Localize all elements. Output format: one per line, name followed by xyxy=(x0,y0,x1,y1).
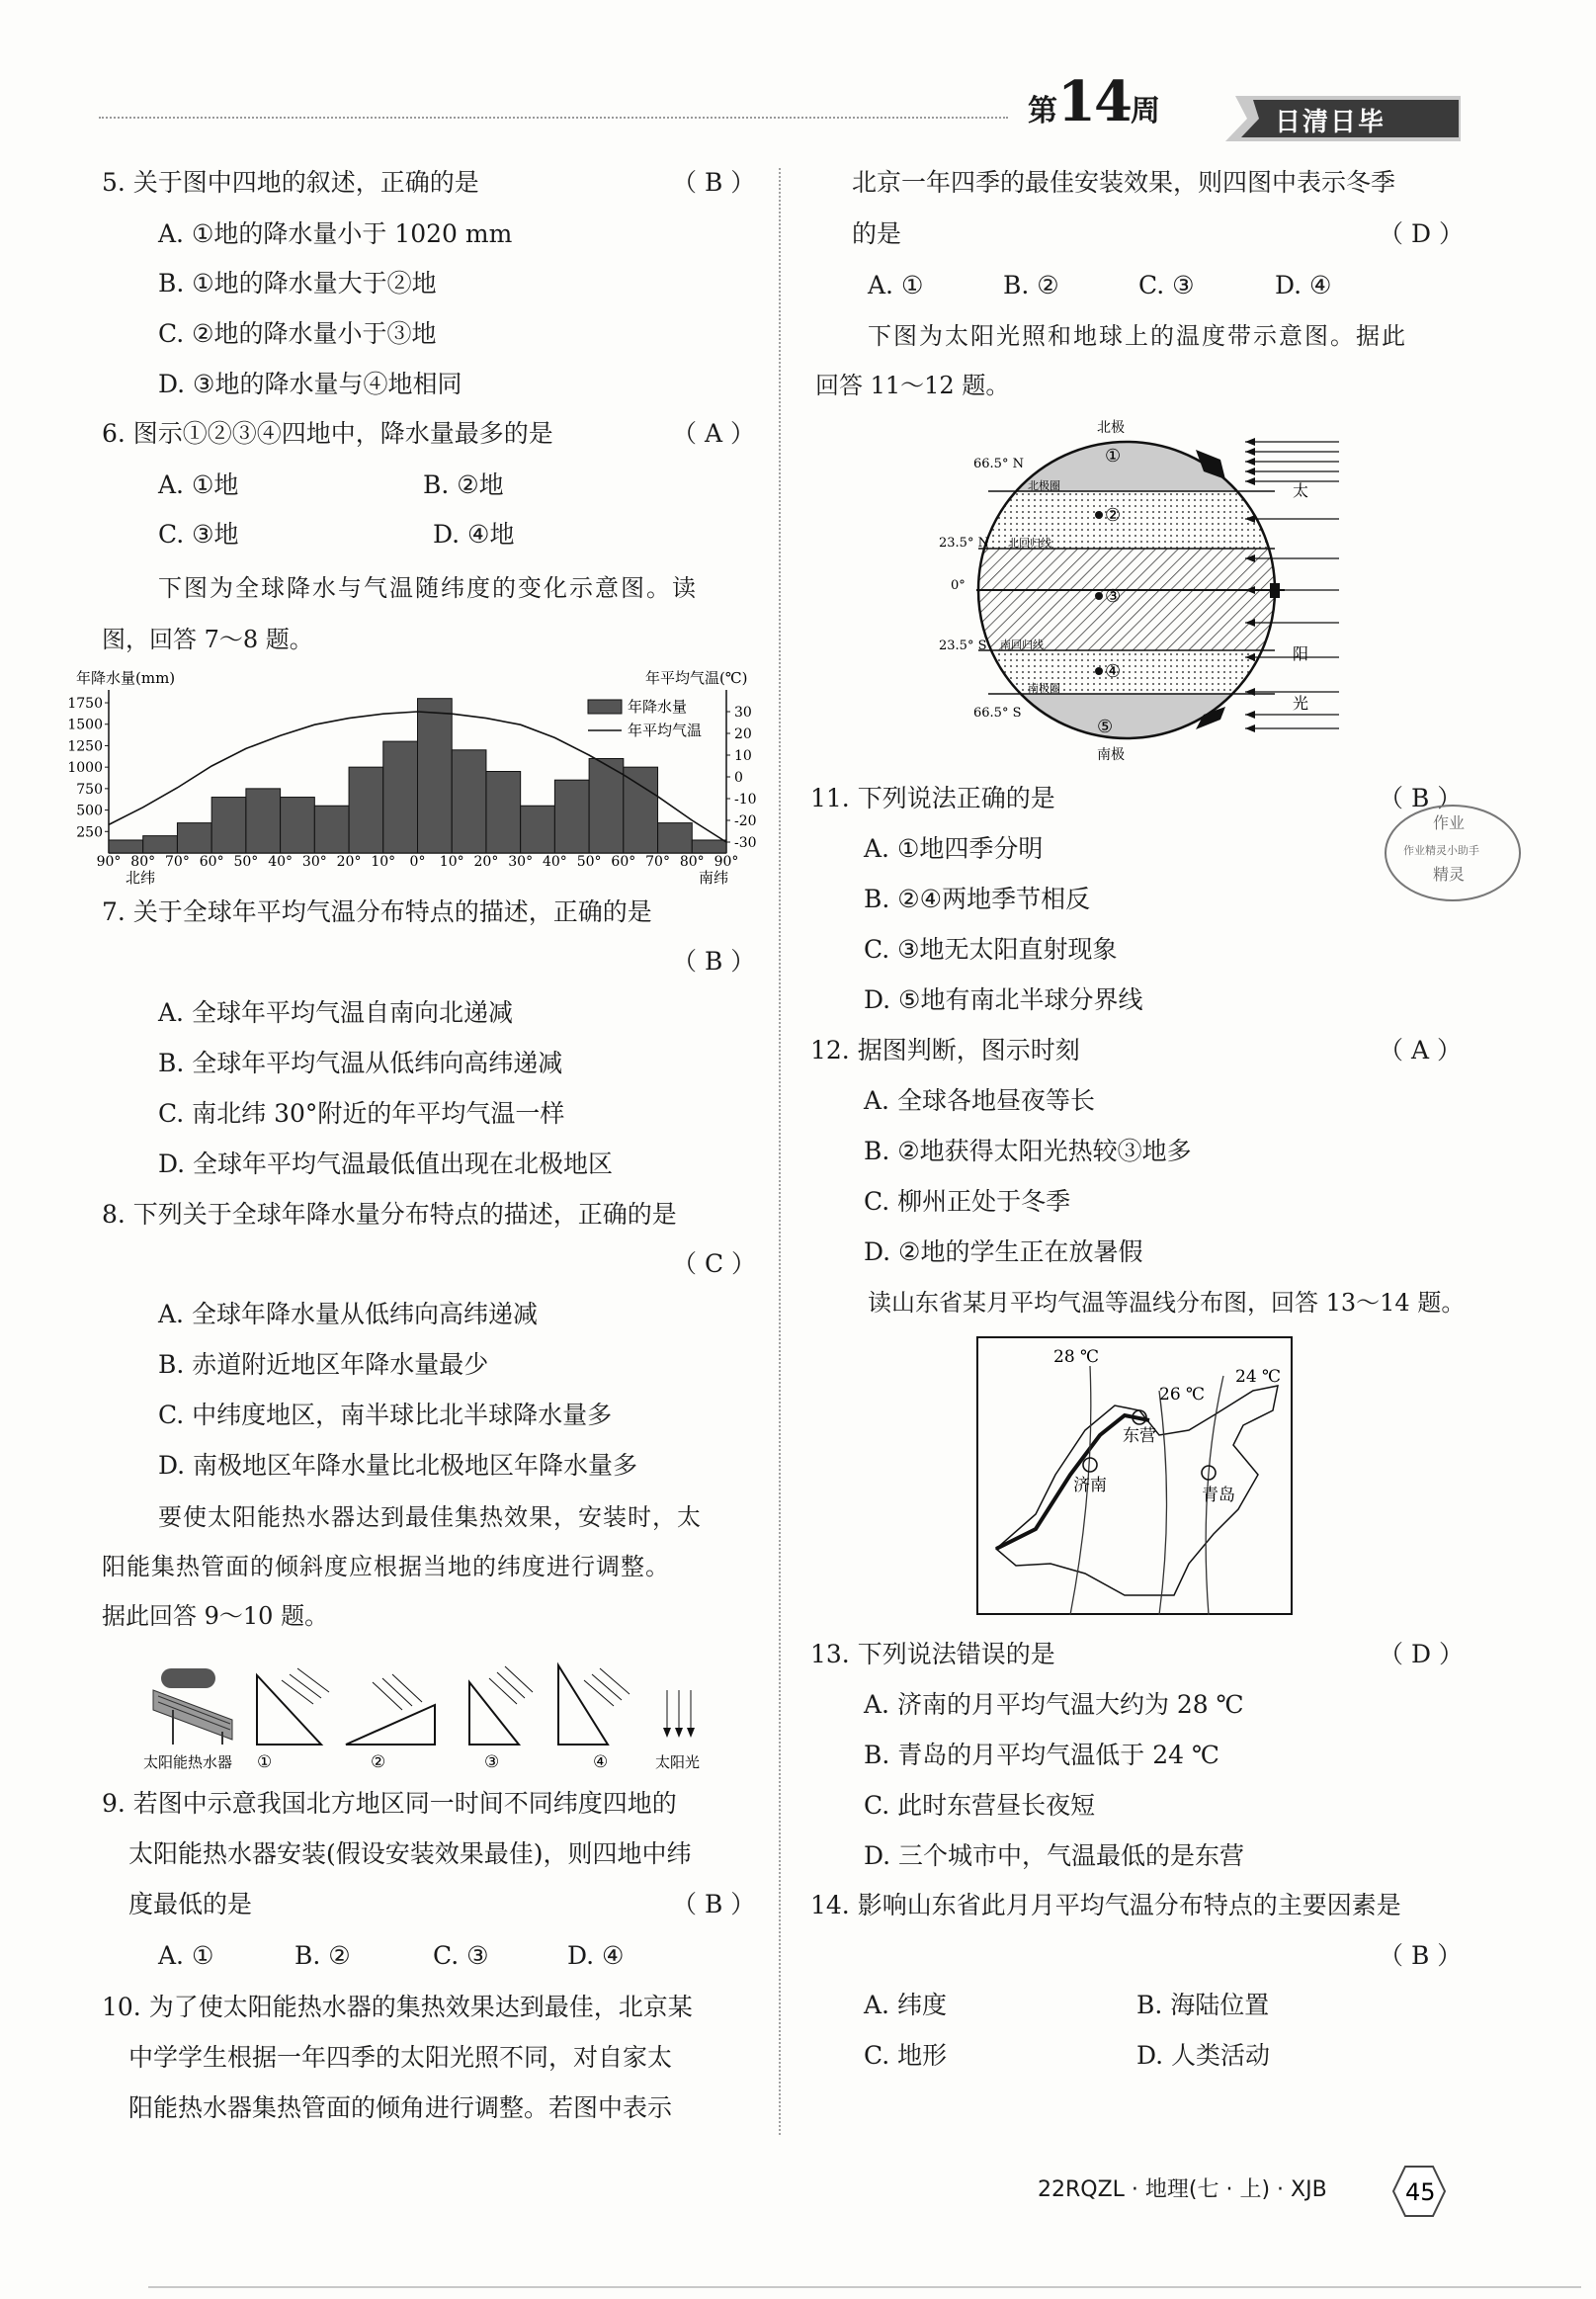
panel-4-label: ④ xyxy=(593,1752,609,1772)
q9-answer: （ B ） xyxy=(672,1890,756,1918)
q10-line2: 中学学生根据一年四季的太阳光照不同，对自家太 xyxy=(128,2043,673,2072)
label-eq: 0° xyxy=(951,578,966,593)
x-tick-label: 50° xyxy=(576,854,602,870)
x-tick-label: 40° xyxy=(542,854,567,870)
q10-option-a: A. ① xyxy=(868,271,924,299)
sun-ray-arrowhead xyxy=(1245,468,1255,475)
q10-option-c: C. ③ xyxy=(1138,271,1195,299)
q14-option-a: A. 纬度 xyxy=(864,1991,947,2019)
q6-answer: （ A ） xyxy=(672,419,755,448)
banner xyxy=(1225,96,1461,141)
x-tick-label: 10° xyxy=(439,854,464,870)
label-sun2: 阳 xyxy=(1293,644,1309,663)
week-number: 14 xyxy=(1057,69,1131,134)
precip-bar xyxy=(658,823,693,853)
q14-answer: （ B ） xyxy=(1379,1941,1463,1970)
intro-9-10-line2: 阳能集热管面的倾斜度应根据当地的纬度进行调整。 xyxy=(102,1553,670,1580)
sun-ray-arrowhead xyxy=(1245,477,1255,485)
label-26c: 26 ℃ xyxy=(1159,1385,1206,1405)
sun-ray-arrowhead xyxy=(1245,458,1255,466)
x-tick-label: 90° xyxy=(96,854,122,870)
y2-tick-label: 10 xyxy=(734,748,752,764)
precip-bar xyxy=(589,758,624,853)
y2-tick-label: 20 xyxy=(734,726,752,742)
label-66s: 66.5° S xyxy=(973,706,1022,721)
q5-option-c: C. ②地的降水量小于③地 xyxy=(158,319,437,348)
q6-option-d: D. ④地 xyxy=(433,520,515,549)
q7-option-c: C. 南北纬 30°附近的年平均气温一样 xyxy=(158,1099,565,1128)
bottom-rule xyxy=(148,2286,1581,2288)
x-tick-label: 70° xyxy=(645,854,670,870)
q10-cont-line2: 的是 xyxy=(852,219,902,248)
footer-text: 22RQZL · 地理(七 · 上) · XJB xyxy=(1038,2177,1327,2202)
precip-bar xyxy=(383,741,418,853)
x-tick-label: 30° xyxy=(508,854,534,870)
q5-answer: （ B ） xyxy=(672,168,756,197)
page-number: 45 xyxy=(1405,2178,1436,2206)
city-qingdao: 青岛 xyxy=(1202,1486,1235,1505)
q10-answer: （ D ） xyxy=(1379,219,1464,248)
chart-x-left-label: 北纬 xyxy=(126,869,156,887)
q7-stem: 7. 关于全球年平均气温分布特点的描述，正确的是 xyxy=(102,897,652,926)
y2-tick-label: -20 xyxy=(734,813,757,829)
point-3: ③ xyxy=(1105,586,1122,607)
label-south-pole: 南极 xyxy=(1097,747,1125,763)
x-tick-label: 20° xyxy=(473,854,499,870)
q14-stem: 14. 影响山东省此月月平均气温分布特点的主要因素是 xyxy=(810,1891,1401,1919)
q9-option-b: B. ② xyxy=(294,1941,351,1970)
stamp-line3: 精灵 xyxy=(1433,865,1466,884)
stamp-watermark xyxy=(1379,799,1527,907)
x-tick-label: 70° xyxy=(165,854,190,870)
intro-11-12-line1: 下图为太阳光照和地球上的温度带示意图。据此 xyxy=(868,322,1407,350)
y-tick-label: 1250 xyxy=(67,738,103,755)
precip-bar xyxy=(554,780,589,853)
q8-option-c: C. 中纬度地区，南半球比北半球降水量多 xyxy=(158,1401,613,1429)
q13-option-b: B. 青岛的月平均气温低于 24 ℃ xyxy=(864,1741,1219,1769)
shandong-map xyxy=(976,1336,1293,1615)
panel-2 xyxy=(346,1674,435,1772)
label-23s: 23.5° S xyxy=(939,639,987,653)
precip-bar xyxy=(143,836,178,853)
banner-text: 日清日毕 xyxy=(1275,108,1386,137)
y2-tick-label: -30 xyxy=(734,835,757,851)
q13-option-c: C. 此时东营昼长夜短 xyxy=(864,1791,1096,1820)
precip-bar xyxy=(486,772,521,854)
x-tick-label: 60° xyxy=(611,854,636,870)
q9-option-d: D. ④ xyxy=(567,1941,625,1970)
q7-option-d: D. 全球年平均气温最低值出现在北极地区 xyxy=(158,1150,614,1178)
panel-4 xyxy=(558,1665,630,1772)
legend-line-label: 年平均气温 xyxy=(628,722,703,739)
legend-bar-label: 年降水量 xyxy=(628,698,688,716)
label-24c: 24 ℃ xyxy=(1235,1367,1282,1387)
intro-7-8-line2: 图，回答 7～8 题。 xyxy=(102,626,313,653)
intro-11-12-line2: 回答 11～12 题。 xyxy=(815,372,1010,399)
q6-stem: 6. 图示①②③④四地中，降水量最多的是 xyxy=(102,419,553,448)
chart-ylabel: 年降水量(mm) xyxy=(76,669,176,687)
q9-line2: 太阳能热水器安装(假设安装效果最佳)，则四地中纬 xyxy=(128,1839,692,1868)
q8-option-a: A. 全球年降水量从低纬向高纬递减 xyxy=(158,1300,538,1328)
q8-option-b: B. 赤道附近地区年降水量最少 xyxy=(158,1350,489,1379)
sun-ray-arrowhead xyxy=(1245,688,1255,696)
label-tropic-s: 南回归线 xyxy=(1000,639,1044,651)
intro-9-10-line1: 要使太阳能热水器达到最佳集热效果，安装时，太 xyxy=(158,1503,702,1531)
sunlight-label: 太阳光 xyxy=(655,1753,701,1771)
panel-2-label: ② xyxy=(371,1752,386,1772)
point-1: ① xyxy=(1105,446,1122,467)
chart-y2label: 年平均气温(℃) xyxy=(645,669,748,687)
label-sun1: 太 xyxy=(1293,481,1309,500)
q11-option-d: D. ⑤地有南北半球分界线 xyxy=(864,985,1143,1014)
x-tick-label: 50° xyxy=(233,854,259,870)
q7-answer: （ B ） xyxy=(672,947,756,976)
precip-bar xyxy=(349,767,383,853)
intro-7-8-line1: 下图为全球降水与气温随纬度的变化示意图。读 xyxy=(158,574,698,602)
y-tick-label: 250 xyxy=(76,824,103,841)
panel-3 xyxy=(469,1666,533,1772)
q13-answer: （ D ） xyxy=(1379,1640,1464,1668)
y-tick-label: 1500 xyxy=(67,717,103,733)
q8-option-d: D. 南极地区年降水量比北极地区年降水量多 xyxy=(158,1451,638,1480)
label-antarctic: 南极圈 xyxy=(1028,682,1060,695)
q12-option-b: B. ②地获得太阳光热较③地多 xyxy=(864,1137,1192,1165)
city-dongying: 东营 xyxy=(1123,1426,1156,1446)
q10-cont-line1: 北京一年四季的最佳安装效果，则四图中表示冬季 xyxy=(852,168,1396,197)
column-divider xyxy=(779,168,781,2135)
page-number-badge xyxy=(1391,2165,1447,2218)
point-4: ④ xyxy=(1105,661,1122,682)
q6-option-b: B. ②地 xyxy=(423,470,504,499)
chart-yticks xyxy=(67,696,109,840)
q5-option-b: B. ①地的降水量大于②地 xyxy=(158,269,437,298)
y-tick-label: 750 xyxy=(76,781,103,798)
q11-option-a: A. ①地四季分明 xyxy=(864,834,1044,863)
y2-tick-label: -10 xyxy=(734,792,757,808)
precip-bar xyxy=(521,806,555,853)
week-prefix: 第 xyxy=(1028,94,1057,128)
intro-13-14: 读山东省某月平均气温等温线分布图，回答 13～14 题。 xyxy=(868,1289,1466,1317)
q10-option-d: D. ④ xyxy=(1275,271,1332,299)
q11-answer: （ B ） xyxy=(1379,784,1463,812)
q5-option-a: A. ①地的降水量小于 1020 mm xyxy=(158,219,513,248)
y2-tick-label: 30 xyxy=(734,705,752,721)
stamp-line1: 作业 xyxy=(1433,813,1466,832)
q14-option-c: C. 地形 xyxy=(864,2041,948,2070)
sun-ray-arrowhead xyxy=(1245,438,1255,446)
point-5: ⑤ xyxy=(1097,717,1114,737)
stamp-line2: 作业精灵小助手 xyxy=(1403,844,1479,857)
q12-answer: （ A ） xyxy=(1379,1036,1462,1064)
x-tick-label: 10° xyxy=(371,854,396,870)
q10-option-b: B. ② xyxy=(1003,271,1059,299)
q7-option-b: B. 全球年平均气温从低纬向高纬递减 xyxy=(158,1049,563,1077)
precip-bar xyxy=(211,798,246,853)
week-suffix: 周 xyxy=(1130,94,1160,128)
y-tick-label: 1000 xyxy=(67,760,103,777)
label-66n: 66.5° N xyxy=(973,457,1024,471)
sun-ray-arrowhead xyxy=(1245,711,1255,719)
header-rule xyxy=(99,117,1008,119)
heater-label: 太阳能热水器 xyxy=(143,1753,233,1771)
y-tick-label: 500 xyxy=(76,803,103,819)
chart-x-right-label: 南纬 xyxy=(699,869,729,887)
q9-line3: 度最低的是 xyxy=(128,1890,253,1918)
x-tick-label: 40° xyxy=(268,854,294,870)
q8-answer: （ C ） xyxy=(672,1249,757,1278)
sunlight-arrows xyxy=(655,1690,700,1771)
x-tick-label: 30° xyxy=(301,854,327,870)
x-tick-label: 20° xyxy=(336,854,362,870)
precip-bar xyxy=(624,767,658,853)
sun-ray-arrowhead xyxy=(1245,724,1255,732)
label-28c: 28 ℃ xyxy=(1053,1347,1100,1367)
intro-9-10-line3: 据此回答 9～10 题。 xyxy=(102,1602,329,1630)
legend-bar-swatch xyxy=(588,700,622,714)
panel-3-label: ③ xyxy=(484,1752,500,1772)
label-23n: 23.5° N xyxy=(939,536,989,551)
x-tick-label: 60° xyxy=(199,854,224,870)
q12-option-d: D. ②地的学生正在放暑假 xyxy=(864,1237,1143,1266)
q11-stem: 11. 下列说法正确的是 xyxy=(810,784,1055,812)
q9-option-c: C. ③ xyxy=(433,1941,489,1970)
y-tick-label: 1750 xyxy=(67,696,103,713)
q5-stem: 5. 关于图中四地的叙述，正确的是 xyxy=(102,168,479,197)
q5-option-d: D. ③地的降水量与④地相同 xyxy=(158,370,462,398)
globe-figure xyxy=(939,420,1344,763)
q12-option-a: A. 全球各地昼夜等长 xyxy=(864,1086,1095,1115)
label-north-pole: 北极 xyxy=(1097,420,1125,436)
q11-option-c: C. ③地无太阳直射现象 xyxy=(864,935,1118,964)
label-arctic: 北极圈 xyxy=(1028,479,1060,492)
q9-line1: 9. 若图中示意我国北方地区同一时间不同纬度四地的 xyxy=(102,1789,677,1818)
precip-bar xyxy=(109,840,143,853)
latitude-chart xyxy=(67,665,786,888)
q10-line1: 10. 为了使太阳能热水器的集热效果达到最佳，北京某 xyxy=(102,1993,693,2021)
precip-bar xyxy=(418,699,453,853)
q10-line3: 阳能热水器集热管面的倾角进行调整。若图中表示 xyxy=(128,2093,673,2122)
q12-stem: 12. 据图判断，图示时刻 xyxy=(810,1036,1080,1064)
city-jinan: 济南 xyxy=(1073,1476,1107,1495)
label-tropic-n: 北回归线 xyxy=(1008,537,1051,550)
y2-tick-label: 0 xyxy=(734,770,743,786)
q14-option-b: B. 海陆位置 xyxy=(1136,1991,1270,2019)
label-sun3: 光 xyxy=(1293,694,1309,713)
x-tick-label: 80° xyxy=(130,854,156,870)
q6-option-a: A. ①地 xyxy=(158,470,239,499)
precip-bar xyxy=(314,806,349,853)
panel-1 xyxy=(257,1668,329,1772)
precip-bar xyxy=(177,823,211,853)
solar-heater-figure xyxy=(143,1660,721,1774)
x-tick-label: 90° xyxy=(714,854,739,870)
q12-option-c: C. 柳州正处于冬季 xyxy=(864,1187,1071,1216)
solar-heater-icon xyxy=(153,1668,232,1745)
x-tick-label: 0° xyxy=(409,854,426,870)
point-2: ② xyxy=(1105,505,1122,526)
q9-option-a: A. ① xyxy=(158,1941,214,1970)
q6-option-c: C. ③地 xyxy=(158,520,239,549)
q13-option-d: D. 三个城市中，气温最低的是东营 xyxy=(864,1841,1245,1870)
q7-option-a: A. 全球年平均气温自南向北递减 xyxy=(158,998,513,1027)
chart-y2ticks xyxy=(726,705,757,851)
precip-bar xyxy=(246,789,281,853)
precip-bar xyxy=(281,798,315,853)
precip-bar xyxy=(452,750,486,853)
x-tick-label: 80° xyxy=(679,854,705,870)
q13-stem: 13. 下列说法错误的是 xyxy=(810,1640,1055,1668)
sun-ray-arrowhead xyxy=(1245,448,1255,456)
precip-bar xyxy=(692,840,726,853)
week-label xyxy=(1028,69,1160,134)
chart-xticks xyxy=(97,854,739,870)
q8-stem: 8. 下列关于全球年降水量分布特点的描述，正确的是 xyxy=(102,1200,677,1229)
panel-1-label: ① xyxy=(257,1752,273,1772)
q14-option-d: D. 人类活动 xyxy=(1136,2041,1271,2070)
q13-option-a: A. 济南的月平均气温大约为 28 ℃ xyxy=(864,1690,1244,1719)
chart-legend xyxy=(588,698,702,739)
q11-option-b: B. ②④两地季节相反 xyxy=(864,885,1091,913)
